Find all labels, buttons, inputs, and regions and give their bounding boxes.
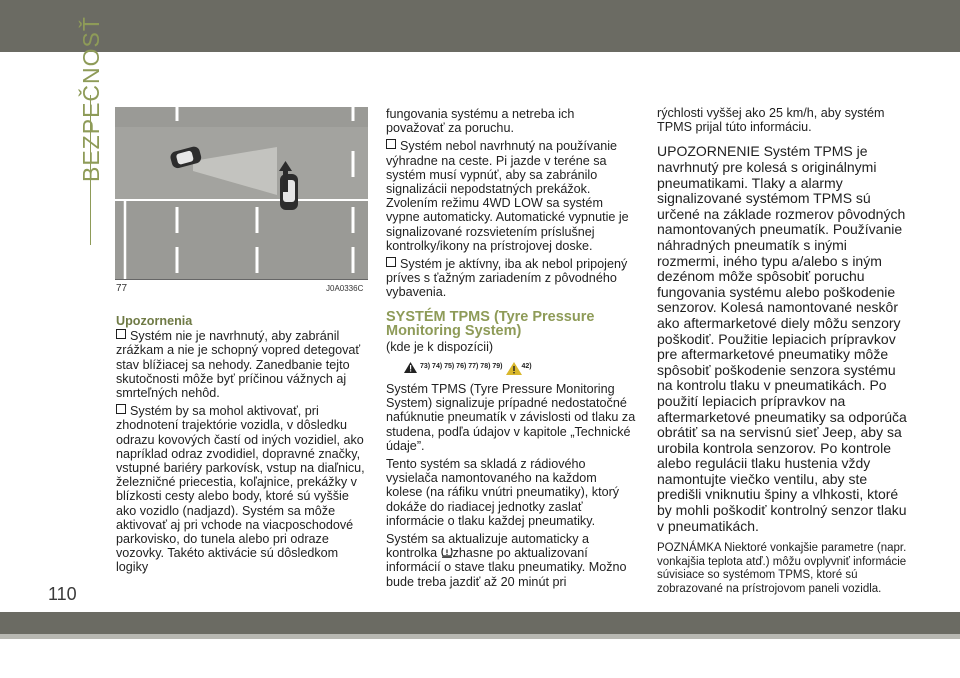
- footer-stripe: [0, 634, 960, 639]
- paragraph: Systém TPMS (Tyre Pressure Monitoring System) signalizuje prípadné nedostatočné nafúknutie pneumatík v závislosti od tlaku za studena, podľa údajov v kapitole „Technické údaje”.: [386, 382, 636, 453]
- warning-item: Systém nie je navrhnutý, aby zabránil zrážkam a nie je schopný vopred detegovať stav blížiacej sa nehody. Zanedbanie tejto skutočnosti môže byť príčinou vážnych aj smrteľných nehôd.: [116, 329, 361, 401]
- column-3: [657, 106, 907, 601]
- warning-triangle-icon: [404, 362, 417, 373]
- figure-rule: [115, 279, 368, 280]
- section-heading-tpms: SYSTÉM TPMS (Tyre Pressure Monitoring System): [386, 308, 595, 339]
- figure-code: J0A0336C: [326, 284, 364, 293]
- continuation-text: fungovania systému a netreba ich považovať za poruchu.: [386, 107, 575, 136]
- checkbox-bullet-icon: [386, 257, 396, 267]
- caution-icon: [506, 362, 519, 373]
- footer-band: [0, 612, 960, 634]
- section-title: BEZPEČNOSŤ: [78, 16, 104, 182]
- figure-illustration: [115, 107, 368, 279]
- header-band: [0, 0, 960, 52]
- availability-note: (kde je k dispozícii): [386, 339, 494, 354]
- checkbox-bullet-icon: [116, 329, 126, 339]
- warning-item: Systém nebol navrhnutý na používanie výhradne na ceste. Pi jazde v teréne sa systém musí vypnúť, aby sa zabránilo signalizácii nepodstatných prekážok. Zvolením režimu 4WD LOW sa systém vypne automaticky. Automatické vypnutie je signalizované rozsvietením príslušnej kontrolky/ikony na prístrojovej doske.: [386, 139, 629, 253]
- caution-references: 42): [521, 362, 532, 370]
- reference-row: [404, 360, 636, 374]
- tire-pressure-icon: [441, 547, 453, 558]
- warning-item: Systém by sa mohol aktivovať, pri zhodnotení trajektórie vozidla, v dôsledku odrazu kovových častí od iných vozidiel, ako napríklad odraz zvodidiel, dopravné značky, vstupné bariéry parkovísk, vstup na diaľnicu, železničné priecestia, koľajnice, prekážky v blízkosti cesty alebo body, ktoré sú vyššie ako vozidlo (nadjazd). Systém sa môže aktivovať aj pri vchode na viacposchodové parkovisko, do tunela alebo pri odraze vozovky. Takéto aktivácie sú dôsledkom logiky: [116, 404, 365, 575]
- column-2: [386, 107, 636, 593]
- column-1: [116, 314, 366, 579]
- continuation-text: rýchlosti vyššej ako 25 km/h, aby systém TPMS prijal túto informáciu.: [657, 106, 885, 135]
- checkbox-bullet-icon: [386, 139, 396, 149]
- warning-references: 73) 74) 75) 76) 77) 78) 79): [420, 362, 503, 370]
- page-number: 110: [48, 584, 77, 604]
- note-paragraph: POZNÁMKA Niektoré vonkajšie parametre (napr. vonkajšia teplota atď.) môžu ovplyvniť informácie súvisiace so systémom TPMS, ktoré sú zobrazované na prístrojovom paneli vozidla.: [657, 542, 907, 596]
- paragraph: Systém sa aktualizuje automaticky a kontrolka zhasne po aktualizovaní informácií o stave tlaku pneumatiky. Možno bude treba jazdiť až 20 minút pri: [386, 532, 627, 589]
- warning-item: Systém je aktívny, iba ak nebol pripojený príves s ťažným zariadením z pôvodného vybavenia.: [386, 257, 628, 300]
- paragraph: Tento systém sa skladá z rádiového vysielača namontovaného na každom kolese (na ráfiku vnútri pneumatiky), ktorý dokáže do riadiacej jednotky zaslať informácie o tlaku každej pneumatiky.: [386, 457, 620, 528]
- warnings-heading: Upozornenia: [116, 314, 193, 328]
- figure-number: 77: [116, 283, 128, 294]
- checkbox-bullet-icon: [116, 404, 126, 414]
- caution-paragraph: UPOZORNENIE Systém TPMS je navrhnutý pre kolesá s originálnymi pneumatikami. Tlaky a alarmy signalizované systémom TPMS sú určené na základe rozmerov pôvodných namontovaných pneumatík. Používanie náhradných pneumatík s inými rozmermi, iného typu a/alebo s iným dezénom môže spôsobiť poruchu fungovania systému alebo poškodenie senzorov. Kolesá namontované neskôr ako aftermarketové diely môžu senzory poškodiť. Použitie lepiacich prípravkov pre aftermarketové pneumatiky môže spôsobiť poškodenie senzora systému na kontrolu tlaku v pneumatikách. Po použití lepiacich prípravkov na aftermarketové pneumatiky sa odporúča obrátiť sa na servisnú sieť Jeep, aby sa urobila kontrola senzorov. Po kontrole alebo regulácii tlaku hustenia vždy namontujte viečko ventilu, aby ste predišli vniknutiu špiny a vlhkosti, ktoré by mohli poškodiť kontrolný senzor tlaku v pneumatikách.: [657, 143, 907, 534]
